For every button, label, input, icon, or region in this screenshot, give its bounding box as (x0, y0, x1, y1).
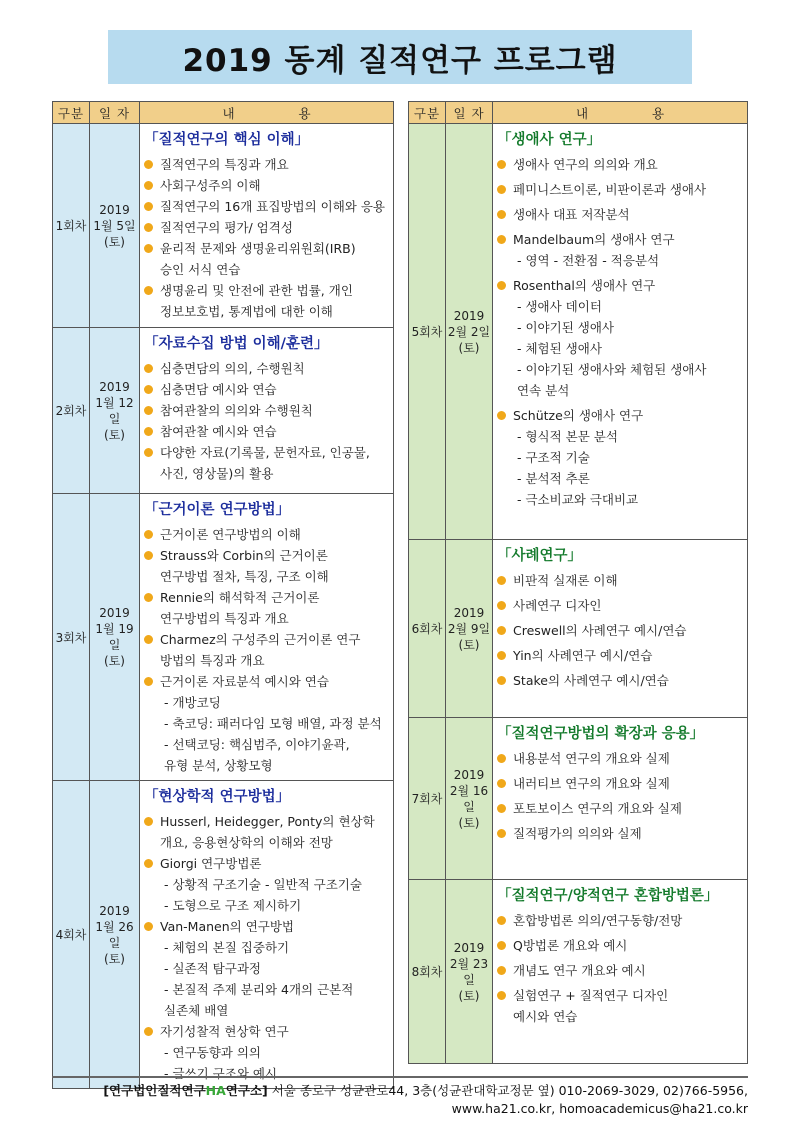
bullet-icon (144, 530, 153, 539)
topic-text: 질적연구의 평가/ 엄격성 (160, 220, 293, 235)
session-date-dow: (토) (104, 234, 125, 249)
session-row (409, 718, 748, 880)
session-row (53, 328, 394, 494)
topic-item (497, 910, 743, 931)
session-date-year: 2019 (453, 605, 485, 620)
topic-item (497, 620, 743, 641)
subtopic-text: - 체험된 생애사 (517, 341, 602, 356)
subtopic-text: - 실존적 탐구과정 (164, 961, 261, 976)
topic-text: 사진, 영상물)의 활용 (160, 466, 274, 481)
topic-item (144, 1021, 389, 1084)
subtopic-text: - 글쓰기 구조와 예시 (164, 1066, 278, 1081)
topic-list (144, 811, 389, 1084)
topic-item (144, 629, 389, 671)
session-date-dow: (토) (104, 654, 125, 668)
subtopic-text: - 분석적 추론 (517, 471, 590, 486)
bullet-icon (497, 651, 506, 660)
session-content (140, 781, 394, 1089)
topic-item (144, 421, 389, 442)
session-content (493, 540, 748, 718)
topic-text: Schütze의 생애사 연구 (513, 408, 644, 423)
session-date-day: 1월 26일 (95, 919, 134, 950)
session-date-day: 2월 2일 (447, 324, 491, 339)
topic-text: 질적평가의 의의와 실제 (513, 826, 642, 841)
topic-text: 근거이론 연구방법의 이해 (160, 527, 301, 542)
session-number: 7회차 (409, 718, 446, 880)
subtopic-text: - 연구동향과 의의 (164, 1045, 261, 1060)
topic-text: Mandelbaum의 생애사 연구 (513, 232, 675, 247)
session-date-day: 1월 12일 (95, 395, 134, 426)
topic-text: 내용분석 연구의 개요와 실제 (513, 751, 670, 766)
topic-text: 심층면담 예시와 연습 (160, 382, 277, 397)
session-number: 8회차 (409, 880, 446, 1064)
topic-item (144, 175, 389, 196)
org-name-ha: HA (205, 1083, 226, 1098)
topic-text: 자기성찰적 현상학 연구 (160, 1024, 289, 1039)
bullet-icon (144, 406, 153, 415)
topic-item (497, 405, 743, 510)
bullet-icon (144, 922, 153, 931)
topic-text: 내러티브 연구의 개요와 실제 (513, 776, 670, 791)
session-date-day: 2월 16일 (449, 783, 489, 814)
topic-text: 질적연구의 특징과 개요 (160, 157, 289, 172)
topic-text: 연구방법 절차, 특징, 구조 이해 (160, 569, 329, 584)
session-content (493, 718, 748, 880)
topic-item (497, 798, 743, 819)
topic-item (497, 773, 743, 794)
topic-list (497, 748, 743, 844)
topic-item (144, 545, 389, 587)
topic-item (497, 960, 743, 981)
bullet-icon (144, 202, 153, 211)
session-title: 「근거이론 연구방법」 (144, 502, 291, 518)
topic-item (497, 570, 743, 591)
bullet-icon (497, 601, 506, 610)
topic-text: 예시와 연습 (513, 1009, 578, 1024)
topic-list (144, 524, 389, 776)
bullet-icon (497, 991, 506, 1000)
topic-text: 실험연구 + 질적연구 디자인 (513, 988, 669, 1003)
bullet-icon (144, 244, 153, 253)
session-date-dow: (토) (458, 815, 480, 830)
session-content (493, 880, 748, 1064)
topic-item (144, 587, 389, 629)
topic-text: Stake의 사례연구 예시/연습 (513, 673, 669, 688)
topic-text: 근거이론 자료분석 예시와 연습 (160, 674, 329, 689)
session-title: 「생애사 연구」 (497, 132, 602, 148)
topic-text: 참여관찰의 의의와 수행원칙 (160, 403, 313, 418)
bullet-icon (144, 448, 153, 457)
topic-list (497, 154, 743, 510)
topic-item (144, 811, 389, 853)
header-date: 일 자 (446, 102, 493, 124)
topic-item (497, 645, 743, 666)
topic-text: Creswell의 사례연구 예시/연습 (513, 623, 687, 638)
topic-text: 생애사 대표 저작분석 (513, 207, 630, 222)
topic-text: 연구방법의 특징과 개요 (160, 611, 289, 626)
topic-text: Q방법론 개요와 예시 (513, 938, 628, 953)
bullet-icon (144, 1027, 153, 1036)
subtopic-text: - 형식적 본문 분석 (517, 429, 618, 444)
bullet-icon (497, 676, 506, 685)
topic-text: 생명윤리 및 안전에 관한 법률, 개인 (160, 283, 353, 298)
topic-list (144, 358, 389, 484)
topic-item (497, 179, 743, 200)
topic-text: Giorgi 연구방법론 (160, 856, 262, 871)
bullet-icon (497, 941, 506, 950)
topic-text: 심층면담의 의의, 수행원칙 (160, 361, 305, 376)
header-date: 일 자 (90, 102, 140, 124)
header-gubun: 구분 (409, 102, 446, 124)
session-date-dow: (토) (104, 427, 125, 442)
bullet-icon (497, 411, 506, 420)
session-title: 「질적연구/양적연구 혼합방법론」 (497, 888, 719, 904)
session-content (493, 124, 748, 540)
bullet-icon (144, 364, 153, 373)
bullet-icon (144, 817, 153, 826)
subtopic-text: - 개방코딩 (164, 695, 221, 710)
topic-item (144, 916, 389, 1021)
bullet-icon (144, 677, 153, 686)
topic-item (497, 154, 743, 175)
topic-item (144, 379, 389, 400)
org-name-prefix: [연구법인질적연구 (103, 1083, 206, 1098)
footer-web: www.ha21.co.kr, homoacademicus@ha21.co.kr (451, 1101, 748, 1116)
topic-text: Rennie의 해석학적 근거이론 (160, 590, 320, 605)
bullet-icon (497, 779, 506, 788)
session-row (409, 124, 748, 540)
footer (52, 1076, 748, 1118)
bullet-icon (144, 223, 153, 232)
bullet-icon (497, 804, 506, 813)
topic-item (144, 671, 389, 776)
bullet-icon (497, 160, 506, 169)
topic-text: Strauss와 Corbin의 근거이론 (160, 548, 328, 563)
session-number: 5회차 (409, 124, 446, 540)
subtopic-text: - 선택코딩: 핵심범주, 이야기윤곽, (164, 737, 350, 752)
topic-item (144, 442, 389, 484)
topic-text: 윤리적 문제와 생명윤리위원회(IRB) (160, 241, 356, 256)
bullet-icon (497, 576, 506, 585)
session-title: 「자료수집 방법 이해/훈련」 (144, 336, 329, 352)
bullet-icon (497, 829, 506, 838)
topic-list (497, 910, 743, 1027)
subtopic-text: - 이야기된 생애사 (517, 320, 614, 335)
session-date (90, 781, 140, 1089)
session-date-dow: (토) (458, 988, 480, 1003)
session-row (409, 540, 748, 718)
topic-item (497, 275, 743, 401)
session-row (53, 781, 394, 1089)
session-row (53, 124, 394, 328)
bullet-icon (144, 593, 153, 602)
session-date-year: 2019 (99, 903, 130, 918)
bullet-icon (144, 286, 153, 295)
session-date (90, 494, 140, 781)
topic-text: 페미니스트이론, 비판이론과 생애사 (513, 182, 707, 197)
topic-text: 생애사 연구의 의의와 개요 (513, 157, 658, 172)
session-number: 6회차 (409, 540, 446, 718)
schedule-table-right (408, 101, 748, 1064)
header-content: 내 용 (493, 102, 748, 124)
topic-text: 방법의 특징과 개요 (160, 653, 265, 668)
session-date-year: 2019 (99, 202, 130, 217)
topic-text: 포토보이스 연구의 개요와 실제 (513, 801, 682, 816)
subtopic-text: - 본질적 주제 분리와 4개의 근본적 (164, 982, 354, 997)
topic-item (144, 358, 389, 379)
topic-text: Yin의 사례연구 예시/연습 (513, 648, 653, 663)
topic-item (144, 853, 389, 916)
bullet-icon (144, 635, 153, 644)
topic-text: Van-Manen의 연구방법 (160, 919, 295, 934)
session-date-day: 2월 23일 (449, 956, 489, 987)
bullet-icon (144, 551, 153, 560)
topic-item (144, 154, 389, 175)
topic-text: 개념도 연구 개요와 예시 (513, 963, 646, 978)
session-date-year: 2019 (99, 606, 130, 620)
title-banner (108, 30, 692, 84)
topic-text: 개요, 응용현상학의 이해와 전망 (160, 835, 333, 850)
session-date (446, 718, 493, 880)
topic-item (144, 400, 389, 421)
bullet-icon (497, 210, 506, 219)
topic-item (144, 280, 389, 322)
session-date (90, 124, 140, 328)
session-row (409, 880, 748, 1064)
subtopic-text: 연속 분석 (517, 383, 570, 398)
session-date-day: 1월 5일 (93, 218, 136, 233)
bullet-icon (144, 160, 153, 169)
topic-item (497, 935, 743, 956)
topic-text: 승인 서식 연습 (160, 262, 241, 277)
topic-item (144, 238, 389, 280)
header-gubun: 구분 (53, 102, 90, 124)
schedule-table-left (52, 101, 394, 1089)
topic-list (497, 570, 743, 691)
session-date (446, 540, 493, 718)
topic-item (144, 196, 389, 217)
topic-text: 사례연구 디자인 (513, 598, 602, 613)
session-date (446, 880, 493, 1064)
session-date-year: 2019 (453, 940, 485, 955)
topic-text: Charmez의 구성주의 근거이론 연구 (160, 632, 361, 647)
session-title: 「질적연구의 핵심 이해」 (144, 132, 310, 148)
subtopic-text: - 생애사 데이터 (517, 299, 602, 314)
subtopic-text: - 상황적 구조기술 - 일반적 구조기술 (164, 877, 362, 892)
subtopic-text: 실존체 배열 (164, 1003, 229, 1018)
bullet-icon (497, 235, 506, 244)
session-date-dow: (토) (104, 951, 125, 966)
org-name-suffix: 연구소] (225, 1083, 268, 1098)
topic-item (497, 670, 743, 691)
bullet-icon (144, 181, 153, 190)
session-number: 3회차 (53, 494, 90, 781)
topic-text: 참여관찰 예시와 연습 (160, 424, 277, 439)
topic-list (144, 154, 389, 322)
footer-contact-line (52, 1082, 748, 1100)
topic-item (497, 748, 743, 769)
subtopic-text: - 체험의 본질 집중하기 (164, 940, 290, 955)
session-content (140, 494, 394, 781)
topic-item (497, 985, 743, 1027)
session-number: 4회차 (53, 781, 90, 1089)
bullet-icon (144, 859, 153, 868)
session-date-year: 2019 (453, 308, 485, 323)
subtopic-text: - 도형으로 구조 제시하기 (164, 898, 302, 913)
bullet-icon (497, 754, 506, 763)
bullet-icon (497, 281, 506, 290)
session-number: 1회차 (53, 124, 90, 328)
topic-item (497, 823, 743, 844)
subtopic-text: - 구조적 기술 (517, 450, 590, 465)
bullet-icon (144, 427, 153, 436)
session-row (53, 494, 394, 781)
session-content (140, 124, 394, 328)
subtopic-text: - 축코딩: 패러다임 모형 배열, 과정 분석 (164, 716, 382, 731)
session-title: 「현상학적 연구방법」 (144, 789, 291, 805)
topic-text: 사회구성주의 이해 (160, 178, 261, 193)
topic-item (497, 204, 743, 225)
session-title: 「사례연구」 (497, 548, 583, 564)
topic-item (497, 595, 743, 616)
session-date-day: 1월 19일 (95, 622, 134, 652)
bullet-icon (144, 385, 153, 394)
header-content: 내 용 (140, 102, 394, 124)
topic-text: 다양한 자료(기록물, 문헌자료, 인공물, (160, 445, 370, 460)
subtopic-text: - 영역 - 전환점 - 적응분석 (517, 253, 660, 268)
topic-text: 정보보호법, 통계법에 대한 이해 (160, 304, 333, 319)
session-title: 「질적연구방법의 확장과 응용」 (497, 726, 705, 742)
subtopic-text: 유형 분석, 상황모형 (164, 758, 273, 773)
bullet-icon (497, 626, 506, 635)
topic-text: 비판적 실재론 이해 (513, 573, 618, 588)
subtopic-text: - 이야기된 생애사와 체험된 생애사 (517, 362, 707, 377)
bullet-icon (497, 966, 506, 975)
topic-text: Husserl, Heidegger, Ponty의 현상학 (160, 814, 375, 829)
session-date (90, 328, 140, 494)
topic-item (497, 229, 743, 271)
bullet-icon (497, 185, 506, 194)
topic-text: 혼합방법론 의의/연구동향/전망 (513, 913, 683, 928)
session-date-year: 2019 (99, 379, 130, 394)
topic-item (144, 524, 389, 545)
footer-address: 서울 종로구 성균관로44, 3층(성균관대학교정문 옆) 010-2069-3029, 02)766-5956, (267, 1083, 748, 1098)
subtopic-text: - 극소비교와 극대비교 (517, 492, 639, 507)
topic-text: Rosenthal의 생애사 연구 (513, 278, 656, 293)
session-date-dow: (토) (458, 637, 480, 652)
session-date-year: 2019 (453, 767, 485, 782)
topic-item (144, 217, 389, 238)
page-title: 2019 동계 질적연구 프로그램 (182, 42, 618, 79)
bullet-icon (497, 916, 506, 925)
session-date-day: 2월 9일 (447, 621, 491, 636)
session-number: 2회차 (53, 328, 90, 494)
session-date-dow: (토) (458, 340, 480, 355)
session-date (446, 124, 493, 540)
session-content (140, 328, 394, 494)
topic-text: 질적연구의 16개 표집방법의 이해와 응용 (160, 199, 385, 214)
